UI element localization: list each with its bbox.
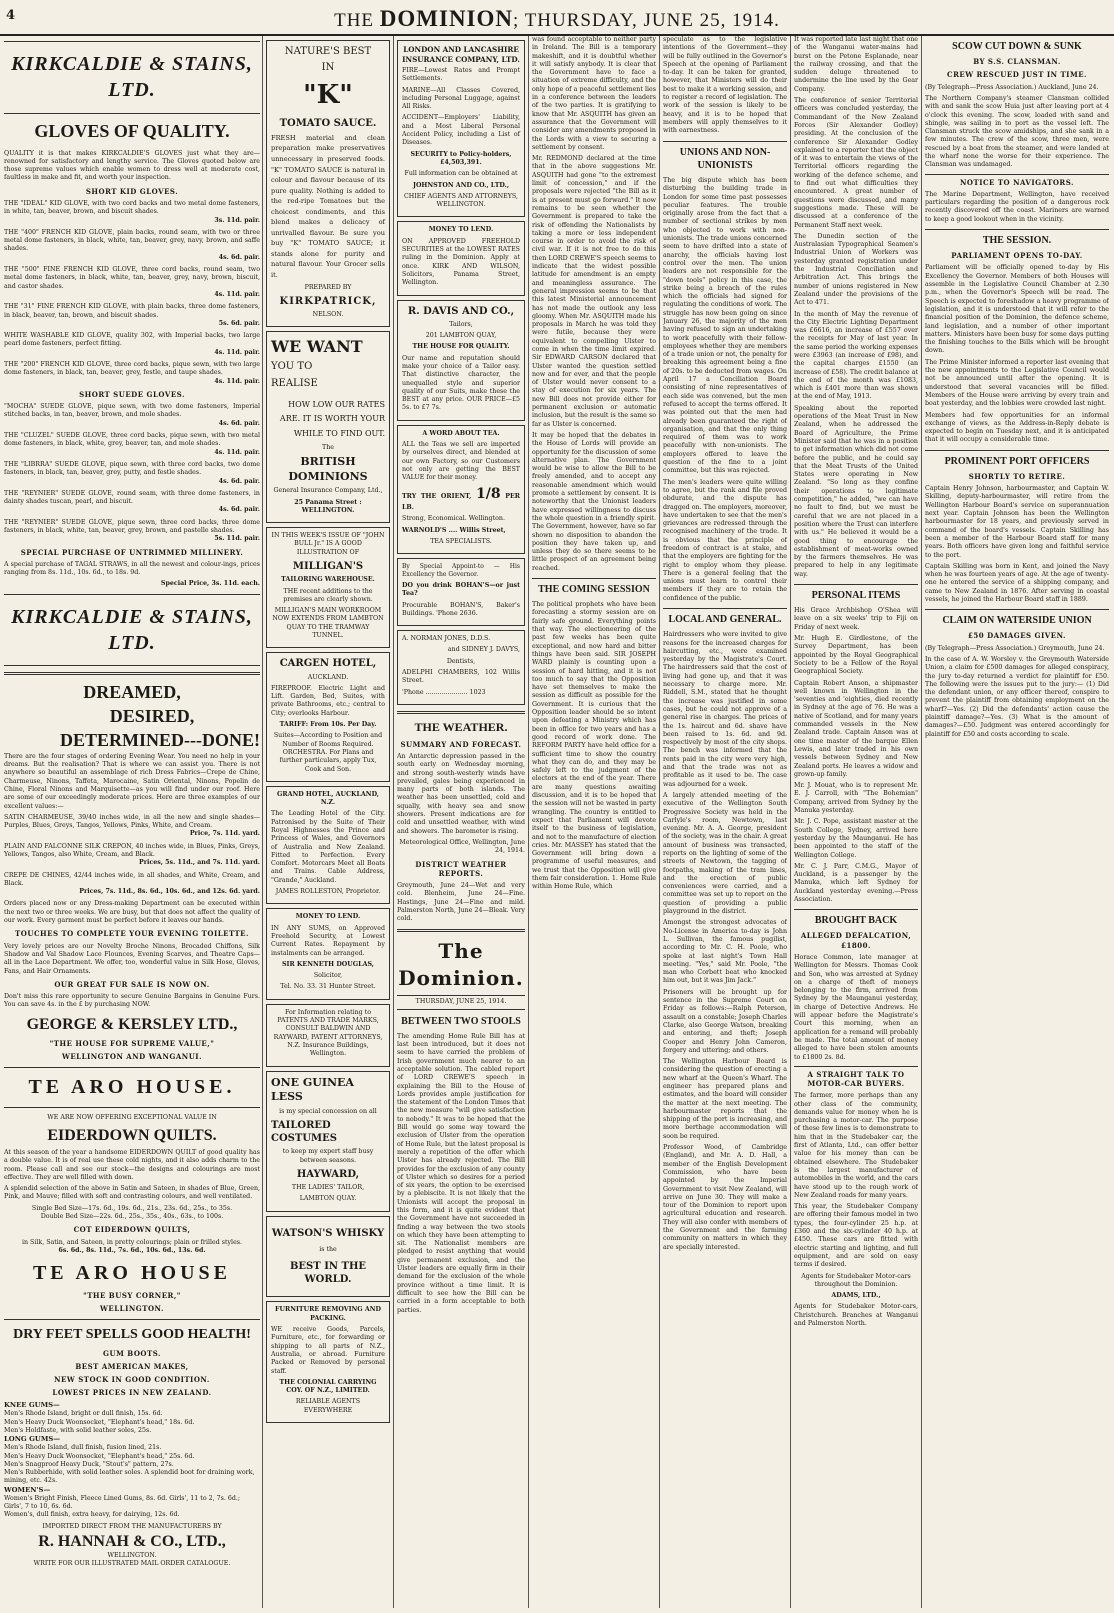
natures-in: IN [321, 62, 335, 74]
glove-item-price: 4s. 6d. pair. [218, 253, 260, 261]
local-heading: LOCAL AND GENERAL. [663, 608, 787, 626]
fabric-item-text: SATIN CHARMEUSE, 39/40 inches wide, in all the new and single shades—Purples, Blues, Greys, Tangos, Yellows, Pinks, White, and Cream. [4, 813, 260, 830]
norman-jones: A. NORMAN JONES, D.D.S. [402, 635, 491, 643]
masthead-title [0, 6, 1114, 32]
column-rule [921, 36, 922, 1608]
touches-text: Very lovely prices are our Novelty Broche Ninons, Brocaded Chiffons, Silk Shadow and Val Shadow Lace Flounces, Evening Scarves, and Theatre Caps—all in the Lace Department. We offer, too, wonderful value in Silk Hose, Gloves, Fans, and Hair Ornaments. [4, 942, 260, 975]
col4-text-a: was found acceptable to neither party in Ireland. The Bill is a temporary makeshift, and it is doubtful whether it will satisfy anybody. It is clear that the Government have to face a situation of extreme difficulty, and the only hope of a peaceful settlement lies in a conference between the leaders of the two parties. It is gratifying to know that Mr. ASQUITH has given an assurance that the Government will consider any amendments proposed in the Lords with a view to securing a settlement by consent. [532, 36, 656, 151]
claim-sub: £50 DAMAGES GIVEN. [968, 631, 1066, 641]
suede-list [4, 403, 260, 543]
dentists-ad [397, 630, 525, 705]
is-the: is the [319, 1245, 337, 1253]
knee-gums-heading: KNEE GUMS— [4, 1401, 60, 1410]
port-officers-heading: PROMINENT PORT OFFICERS [925, 450, 1109, 468]
divider [4, 1319, 260, 1320]
suede-item-text: THE "REYNIER" SUEDE GLOVE, round seam, with three dome fasteners, in dainty shades tuscan, pearl, and biscuit. [4, 489, 260, 506]
davis-house: THE HOUSE FOR QUALITY. [412, 343, 510, 351]
furniture-text: WE receive Goods, Parcels, Furniture, etc., for forwarding or shipping to all parts of N.Z., Australia, or abroad. Furniture Packed or Removed by personal staff. [271, 1326, 385, 1375]
glove-item-price: 4s. 11d. pair. [214, 377, 260, 385]
british-dominions-sub: General Insurance Company, Ltd., [273, 487, 383, 495]
divider [397, 929, 525, 932]
glove-item [4, 200, 260, 225]
suede-item-text: THE "CLUZEL" SUEDE GLOVE, three cord backs, pique sewn, with two metal dome fasteners, in black, white, grey, beaver, tan, and mole shades. [4, 432, 260, 448]
cot-text: in Silk, Satin, and Sateen, in pretty colourings; plain or frilled styles. [21, 1238, 243, 1246]
claim-text: In the case of A. W. Worsley v. the Greymouth Waterside Union, a claim for £500 damages for alleged conspiracy, the jury to-day returned a verdict for plaintiff for £50. The following were the issues put to the jury:— (1) Did the defendant union, or any officer thereof, conspire to prevent the plaintiff from obtaining employment on the wharf?—Yes. (2) Did the defendants' action cause the plaintiff damage?—Yes. (3) What is the amount of damages?—£50. Judgment was entered accordingly for plaintiff for £50 and costs according to scale. [925, 656, 1109, 738]
notice-text: The Marine Department, Wellington, have received particulars regarding the position of a dangerous rock recently discovered off the coast. Mariners are warned to keep a good lookout when in the vicinity. [925, 190, 1109, 223]
security-line: SECURITY to Policy-holders, £4,503,391. [410, 150, 512, 166]
col4-text-b: Mr. REDMOND declared at the time that in the above suggestions Mr. ASQUITH had gone "to the extremest limit of concession," and if the proposals were rejected "the Bill as it is at present must go forward." It now remains to be seen whether the Government is prepared to take the risk of offending the Nationalists by taking a more or less independent course in order to avoid the risk of civil war. If it is not free to do this then LORD CREWE'S speech seems to indicate that the widest possible latitude for amendment is an empty and meaningless assurance. The general impression seems to be that this latest Ministerial announcement has not made the outlook any less gloomy. When Mr. ASQUITH made his proposals in March he was told they were futile, because they were equivalent to compelling Ulster to come in when the time limit expired. Sir EDWARD CARSON declared that Ulster wanted the question settled now and for ever, and that the people of Ulster would never consent to a stay of execution for six years. The new Bill does not provide either for permanent exclusion or automatic inclusion, but the result is the same so far as Ulster is concerned. [532, 155, 656, 428]
orient-addr: Strong, Economical. Wellington. [402, 515, 505, 523]
unions-text: The big dispute which has been disturbing the building trade in London for some time past possesses peculiar features. The trouble originally arose from the fact that a number of sectional strikes by men who objected to work with non-unionists. The trade unions concerned seem to have drifted into a state of anarchy, the officials having lost control over the men. The union leaders are not responsible for the "down tools" policy in this case, the strike being a breach of the rules which the officials had signed for regulating the conditions of work. The struggle has now been going on since January 26, the majority of the men having refused to sign an undertaking to work peacefully with their fellow-employees whether they are members of a trade union or not, the penalty for breaking this agreement being a fine of 20s. to be deducted from wages. On April 17 a Conciliation Board consisting of nine representatives of each side was convened, but the men refused to accept the terms offered. It was pointed out that the men had already been guaranteed the right of organisation, and that the only thing required of them was to work peacefully with non-unionists. The employers offered to leave the question of the fine to a joint committee, but this was rejected. [663, 176, 787, 475]
column-1 [4, 36, 260, 1608]
brought-back-text: Horace Common, late manager at Wellington for Messrs. Thomas Cook and Son, who was arrested at Sydney on a charge of theft of moneys belonging to the firm, arrived from Sydney by the Maunganui yesterday, in charge of Detective Andrews. He will appear before the Magistrate's Court this morning, when an application for a remand will probably be made. The total amount of money alleged to have been stolen amounts to £1800 2s. 8d. [794, 953, 918, 1061]
fabric-item-price: Price, 7s. 11d. yard. [189, 830, 260, 838]
milligan-text: MILLIGAN'S MAIN WORKROOM NOW EXTENDS FROM LAMBTON QUAY TO THE TRAMWAY TUNNEL. [272, 607, 384, 640]
met-office: Meteorological Office, Wellington, June 24, 1914. [399, 838, 525, 855]
suede-item [4, 519, 260, 544]
davis-heading: R. DAVIS AND CO., [407, 305, 515, 317]
single-bed-prices: Single Bed Size—17s. 6d., 19s. 6d., 21s., 23s. 6d., 25s., to 35s. [31, 1204, 233, 1212]
touches-heading: TOUCHES TO COMPLETE YOUR EVENING TOILETTE. [15, 929, 249, 939]
orient-line [402, 485, 520, 512]
money-text-2: ON APPROVED FREEHOLD SECURITIES at the LOWEST RATES ruling in the Dominion. Apply at once. KIRK AND WILSON, Solicitors, Panama Street, Wellington. [402, 237, 520, 287]
fabric-note: Orders placed now or any Dress-making Department can be executed within the next two or three weeks. We are busy, but that does not affect the quality of our work. Every garment must be perfect before it leaves our hands. [4, 900, 260, 925]
long-gums-list [4, 1444, 260, 1485]
how-low: HOW LOW OUR RATES ARE. IT IS WORTH YOUR WHILE TO FIND OUT. [279, 399, 385, 438]
col6-text-c: The Dunedin section of the Australasian Typographical Seamen's Industrial Union of Workers was yesterday granted registration under the Industrial Conciliation and Arbitration Act. This brings the number of unions registered in New Zealand under the provisions of the Act to 471. [794, 232, 918, 307]
kirkpatrick: KIRKPATRICK, [279, 295, 377, 307]
patents-ad [266, 1004, 390, 1067]
column-rule [790, 36, 791, 1608]
port-officers-text-2: Captain Skilling was born in Kent, and joined the Navy when he was fourteen years of age. At the age of twenty-one he entered the service of a shipping company, and came to New Zealand in 1876. After serving in coastal vessels, he joined the Harbour Board staff in 1889. [925, 562, 1109, 603]
patents-text: For Information relating to PATENTS AND TRADE MARKS, CONSULT BALDWIN AND RAYWARD, PATENT ATTORNEYS, N.Z. Insurance Buildings, Wellington. [273, 1008, 383, 1058]
personal-text-3: Captain Robert Anson, a shipmaster well known in Wellington in the 'seventies and 'eighties, died recently in Sydney at the age of 76. He was a native of Scotland, and for many years commanded vessels in the New Zealand trade. Captain Anson was at one time master of the barque Ellen Lewis, and later traded in his own vessels between Sydney and New Zealand ports. He leaves a widow and grown-up family. [794, 679, 918, 778]
fabric-item-text: PLAIN AND FALCONNE SILK CREPON, 40 inches wide, in Blues, Pinks, Greys, Yellows, Tangos, also White, Cream, and Black. [4, 842, 260, 858]
between-heading: BETWEEN TWO STOOLS [401, 1015, 521, 1027]
personal-text-4: Mr. J. Mouat, who is to represent Mr. E. J. Carroll, with "The Bohemian" Company, arrived from Sydney by the Manuka yesterday. [794, 782, 918, 815]
knee-gums-item: Men's Holdfaste, with solid leather soles, 25s. [4, 1427, 152, 1435]
masthead-title-main: DOMINION [379, 6, 514, 31]
special-concession: is my special concession on all [279, 1107, 377, 1115]
suede-item [4, 461, 260, 486]
fabric-list [4, 814, 260, 897]
colonial-carrying: THE COLONIAL CARRYING COY. OF N.Z., LIMITED. [279, 1378, 377, 1395]
district-text: Greymouth, June 24—Wet and very cold. Blenheim, June 24—Fine. Hastings, June 24—Fine and mild. Palmerston North, June 24—Bleak. Very cold. [397, 882, 525, 923]
suede-item-price: 4s. 6d. pair. [218, 506, 260, 514]
between-text: The amending Home Rule Bill has at last been introduced, but it does not seem to have carried the problem of Irish government much nearer to an acceptable solution. The cabled report of LORD CREWE'S speech in explaining the Bill to the House of Lords provides ample justification for the statement of the London Times that the new measure "will give satisfaction to nobody." It was to be hoped that the Bill would go some way toward the exclusion of Ulster from the operation of Home Rule, but the latest proposal is merely a repetition of the offer which Ulster has already rejected. The Bill provides for the exclusion of any county of Ulster which so desires for a period of six years, the option to be exercised by a plebiscite. It is not likely that the Unionists will accept the proposal in this form, and it is quite evident that the Government have not succeeded in finding a way between the two stools on which they have been attempting to sit. The Nationalist members are pledged to resist anything that would give permanent exclusion, and the Ulster leaders are equally firm in their demand for the exclusion of the whole province without a time limit. It is difficult to see how the Bill can be carried in a form acceptable to both parties. [397, 1032, 525, 1314]
port-officers-text: Captain Henry Johnson, harbourmaster, and Captain W. Skilling, deputy-harbourmaster, will retire from the Wellington Harbour Board's service on superannuation next year. Captain Johnson has been the Wellington harbourmaster for 18 years, and previously served in command of the board's vessels. Captain Skilling has been a member of the Harbour Board staff for many years. Both officers have given long and faithful service to the port. [925, 485, 1109, 559]
eiderdown-text: At this season of the year a handsome EIDERDOWN QUILT of good quality has a double value. It is of real use these cold nights, and it also adds charm to the room. Please call and see our stock—the designs and colourings are most effective. They are well filled with down. [4, 1149, 260, 1181]
personal-text-5: Mr. J. C. Pope, assistant master at the South College, Sydney, arrived here yesterday by the Maunganui. He has been appointed to the staff of the Wellington College. [794, 818, 918, 859]
money-lend-ad-2 [397, 221, 525, 295]
brought-back-heading: BROUGHT BACK [794, 909, 918, 927]
kenneth-douglas: SIR KENNETH DOUGLAS, [282, 960, 374, 968]
special-purchase-price: Special Price, 3s. 11d. each. [160, 580, 260, 588]
weather-heading: THE WEATHER. [414, 719, 508, 734]
long-gums-heading: LONG GUMS— [4, 1435, 61, 1444]
coming-session-heading: THE COMING SESSION [532, 578, 656, 596]
cargen-tariff: TARIFF: From 10s. Per Day. [279, 721, 377, 729]
suede-item-text: THE "REYNIER" SUEDE GLOVE, pique sewn, three cord backs, three dome fasteners, in black, white, tan, beaver, grey, brown, and pastelle shades. [4, 518, 260, 534]
tomato-text: FRESH material and clean preparation make preservatives unnecessary in preserved foods. "K" TOMATO SAUCE is natural in colour and flavour because of its pure quality. Nothing is added to the red-ripe Tomatoes but the choicest condiments, and this blend makes a delicacy of unrivalled flavour. Be sure you buy "K" TOMATO SAUCE; it stands alone for purity and natural flavour. Your Grocer sells it. [271, 133, 385, 279]
kirkcaldie-title: KIRKCALDIE & STAINS, LTD. [11, 53, 253, 102]
grand-text: The Leading Hotel of the City. Patronised by the Suite of Their Royal Highnesses the Prince and Princess of Wales, and Governors of Australia and New Zealand. Fitted to Perfection. Every Comfort. Motorcars Meet all Boats and Trains. Cable Address, "Grande," Auckland. [271, 810, 385, 884]
divider [4, 1107, 260, 1108]
special-purchase-heading: SPECIAL PURCHASE OF UNTRIMMED MILLINERY. [20, 547, 244, 557]
natures-best: NATURE'S BEST [284, 46, 372, 57]
money-lend-ad [266, 908, 390, 999]
money-heading-2: MONEY TO LEND. [428, 226, 494, 234]
fabric-item [4, 814, 260, 839]
personal-text-2: Mr. Hugh E. Girdlestone, of the Survey Department, has been appointed by the Royal Geographical Society to be a Fellow of the Royal Geographical Society. [794, 635, 918, 676]
prepared-by: PREPARED BY [304, 283, 352, 291]
dry-feet-heading: DRY FEET SPELLS GOOD HEALTH! [13, 1327, 251, 1343]
k-tomato-ad [266, 40, 390, 327]
suede-item-price: 4s. 11d. pair. [214, 448, 260, 456]
divider [397, 711, 525, 714]
column-rule [528, 36, 529, 1608]
davis-sub: Tailors, [449, 320, 473, 328]
cargen-heading: CARGEN HOTEL, [279, 658, 377, 670]
bohans-ad [397, 558, 525, 626]
long-gums-item: Men's Snagproof Heavy Duck, "Stout's" pattern, 27s. [4, 1460, 174, 1468]
gloves-intro: QUALITY it is that makes KIRKCALDIE'S GLOVES just what they are—renowned for satisfactory and lengthy service. The Gloves quoted below are those supreme values which enable women to dress well at moderate cost, faultless in make and fit, and worth your inspection. [4, 149, 260, 182]
straight-talk-text-2: This year, the Studebaker Company are offering their famous model in two types, the four-cylinder 25 h.p. at £360 and the six-cylinder 40 h.p. at £450. These cars are fitted with electric starting and lighting, and full equipment, and are sold on easy terms if desired. [794, 1203, 918, 1269]
chief-agents: CHIEF AGENTS AND ATTORNEYS, WELLINGTON. [403, 192, 519, 209]
glove-item-text: THE "IDEAL" KID GLOVE, with two cord backs and two metal dome fasteners, in white, tan, beaver, brown, and biscuit shades. [4, 199, 260, 216]
local-text-5: The Wellington Harbour Board is considering the question of erecting a new wharf at the Queen's Wharf. The engineer has prepared plans and estimates, and the board will consider the matter at the next meeting. The harbourmaster reports that the shipping of the port is increasing, and more berthage accommodation will soon be required. [663, 1058, 787, 1140]
col6-text-a: It was reported late last night that one of the Wanganui water-mains had burst on the Petone Esplanade, near the railway crossing, and that the sudden deluge threatened to undermine the line used by the Gear Company. [794, 36, 918, 93]
adelphi: ADELPHI CHAMBERS, 102 Willis Street. [402, 669, 520, 685]
parliament-heading: PARLIAMENT OPENS TO-DAY. [951, 251, 1083, 261]
davis-addr: 201 LAMBTON QUAY, [425, 332, 497, 340]
womens-list [4, 1495, 260, 1520]
fur-sale-heading: OUR GREAT FUR SALE IS NOW ON. [54, 979, 210, 989]
kirkcaldie-title-2: KIRKCALDIE & STAINS, LTD. [11, 605, 253, 655]
col4-text-c: It may be hoped that the debates in the House of Lords will provide an opportunity for the discussion of some alternative plan. The Government would be wise to allow the Bill to be freely amended, and to accept any reasonable amendment which would promote a settlement by consent. It is noteworthy that the Unionist leaders have expressed willingness to discuss the whole question in a friendly spirit. The Government, however, have so far shown no disposition to abandon the position they have taken up, and unless they do so there seems to be little prospect of an agreement being reached. [532, 431, 656, 572]
suede-item [4, 432, 260, 457]
gloves-heading: GLOVES OF QUALITY. [34, 120, 230, 141]
kenneth-addr: Tel. No. 33. 31 Hunter Street. [280, 983, 376, 991]
we-want-ad [266, 331, 390, 523]
tea-ad [397, 425, 525, 554]
johnston: JOHNSTON AND CO., LTD., [412, 181, 510, 189]
kenneth-sub: Solicitor, [313, 972, 343, 980]
cot-prices: 6s. 6d., 8s. 11d., 7s. 6d., 10s. 6d., 13s. 6d. [58, 1246, 206, 1254]
divider [4, 672, 260, 675]
realise: REALISE [271, 377, 318, 389]
personal-text: His Grace Archbishop O'Shea will leave on a six weeks' trip to Fiji on Friday of next week. [794, 607, 918, 631]
straight-talk-heading: A STRAIGHT TALK TO MOTOR-CAR BUYERS. [794, 1066, 918, 1088]
scow-sub: BY S.S. CLANSMAN. [973, 57, 1061, 67]
british-dominions: BRITISH DOMINIONS [288, 455, 368, 483]
brought-back-sub: ALLEGED DEFALCATION, £1800. [800, 931, 912, 950]
masthead [0, 0, 1114, 36]
short-suede-heading: SHORT SUEDE GLOVES. [79, 389, 185, 399]
col6-text-b: The conference of senior Territorial officers was concluded yesterday, the Commandant of the New Zealand Forces (Sir Alexander Godley) presiding. At the conclusion of the conference Sir Alexander Godley explained to a reporter that the object of it was to entertain the views of the Territorial officers regarding the working of the defence scheme, and to find out what difficulties they encountered. A great number of questions were discussed, and many suggestions made. These will be discussed at a conference of the Permanent Staff next week. [794, 97, 918, 229]
dominion-logo: The Dominion. [398, 939, 524, 990]
nelson: NELSON. [312, 311, 344, 319]
dreamed-heading-3: DETERMINED---DONE! [60, 729, 260, 750]
te-aro-offer: WE ARE NOW OFFERING EXCEPTIONAL VALUE IN [47, 1113, 217, 1121]
cargen-text: FIREPROOF. Electric Light and Lift. Garden, Bed, Suites, with private Bathrooms, etc.; central to City; overlooks Harbour. [271, 684, 385, 717]
fire-line: FIRE—Lowest Rates and Prompt Settlements. [402, 67, 520, 83]
tailored-costumes: TAILORED COSTUMES [271, 1119, 337, 1145]
watsons-whisky: WATSON'S WHISKY [271, 1227, 385, 1239]
glove-item-price: 3s. 11d. pair. [214, 216, 260, 224]
hannah-heading: R. HANNAH & CO., LTD., [38, 1532, 226, 1550]
one-guinea-less: ONE GUINEA LESS [271, 1075, 354, 1104]
london-lancashire-ad [397, 40, 525, 217]
unions-text-2: The men's leaders were quite willing to agree, but the rank and file proved obdurate, and the dispute has dragged on. The employers, moreover, have undertaken to see that the men's grievances are redressed through the recognised machinery of the trade. It is obvious that the principle of freedom of contract is at stake, and that the employers are fighting for the right to employ whom they please. There is a general feeling that the unions must learn to control their members if they are to retain the confidence of the public. [663, 478, 787, 602]
session-heading: THE SESSION. [925, 229, 1109, 247]
page-number: 4 [6, 8, 16, 23]
grand-hotel-ad [266, 786, 390, 905]
suede-item [4, 490, 260, 515]
masthead-title-pre: THE [334, 10, 380, 31]
busy-corner-loc: WELLINGTON. [100, 1303, 164, 1313]
davis-text: Our name and reputation should make your choice of a Tailor easy. That distinctive character, the unequalled style and superior quality of our Suits, make these the BEST at any price. OUR PRICE—£5 5s. to £7 7s. [402, 354, 520, 412]
womens-item: Women's Bright Finish, Fleece Lined Gums, 8s. 6d. Girls', 11 to 2, 7s. 6d.; Girls', 7 to 10, 6s. 6d. [4, 1494, 241, 1511]
grand-heading: GRAND HOTEL, AUCKLAND, N.Z. [277, 790, 379, 807]
best-in-world: BEST IN THE WORLD. [289, 1261, 367, 1286]
cot-heading: COT EIDERDOWN QUILTS, [73, 1225, 191, 1235]
lowest-prices: LOWEST PRICES IN NEW ZEALAND. [52, 1388, 212, 1398]
fabric-item [4, 843, 260, 868]
crew-byline: (By Telegraph—Press Association.) Auckland, June 24. [925, 83, 1099, 91]
glove-list [4, 200, 260, 386]
column-rule [393, 36, 394, 1608]
personal-heading: PERSONAL ITEMS [794, 584, 918, 602]
col6-text-e: Speaking about the reported operations of the Meat Trust in New Zealand, when he addressed the Board of Agriculture, the Prime Minister said that he was in a position to get information which did not come before the public, and he could say that the Meat Trusts of the United States were operating in New Zealand. "So long as they confine their operations to legitimate competition," he added, "we can have no fault to find, but we must be careful that we are not placed in a position where the Trust can interfere with us." He believed it would be a good thing to encourage the establishment of meat-works owned by the farmers themselves. He was prepared to help in any legitimate way. [794, 404, 918, 578]
dentists: Dentists, [446, 657, 476, 665]
john-bull: IN THIS WEEK'S ISSUE OF "JOHN BULL Jr." IS A GOOD ILLUSTRATION OF [271, 532, 385, 556]
glove-item [4, 361, 260, 386]
best-american: BEST AMERICAN MAKES, [75, 1361, 189, 1371]
fur-sale-text: Don't miss this rare opportunity to secure Genuine Bargains in Genuine Furs. You can save 4s. in the £ by purchasing NOW. [4, 993, 260, 1009]
george-kersley-sub: "THE HOUSE FOR SUPREME VALUE," [49, 1038, 215, 1048]
column-4 [532, 36, 656, 1608]
port-officers-sub: SHORTLY TO RETIRE. [968, 471, 1066, 481]
local-text-3: Amongst the strongest advocates of No-License in America to-day is John L. Sullivan, the famous pugilist, according to Mr. C. H. Poole, who spoke at last night's Town Hall meeting. "Yes," said Mr. Poole, "the man who Corbett beat who knocked him out, but it was Jim Jack." [663, 919, 787, 985]
agents-line: Agents for Studebaker Motor-cars throughout the Dominion. [801, 1272, 911, 1288]
suede-item-price: 4s. 6d. pair. [218, 419, 260, 427]
orient-text: TRY THE ORIENT, [402, 493, 472, 501]
special-purchase-text: A special purchase of TAGAL STRAWS, in all the newest and colour-ings, prices ranging from 8s. 11d., 10s. 6d., to 18s. 9d. [4, 560, 260, 577]
new-stock: NEW STOCK IN GOOD CONDITION. [54, 1375, 210, 1384]
local-text-2: A largely attended meeting of the executive of the Wellington South Progressive Society was held in the Carlyle's room, Newtown, last evening. Mr. A. A. George, president of the society, was in the chair. A great amount of business was transacted, reports on the lighting of some of the streets of Newtown, the tagging of footpaths, making of the tram lines, and the erection of public conveniences were carried, and a committee was set up to report on the question of providing a public playground in the district. [663, 791, 787, 916]
money-text: IN ANY SUMS, on Approved Freehold Security, at Lowest Current Rates. Repayment by instalments can be arranged. [271, 924, 385, 957]
furniture-ad [266, 1301, 390, 1423]
glove-item [4, 303, 260, 328]
k-brand: "K" [303, 80, 353, 111]
divider [4, 1067, 260, 1068]
glove-item-price: 4s. 11d. pair. [214, 290, 260, 298]
fabric-item-price: Prices, 5s. 11d., and 7s. 11d. yard. [138, 859, 260, 867]
cargen-text-2: Suites—According to Position and Number of Rooms Required. ORCHESTRA. For Plans and further particulars, apply Tux, Cook and Son. [273, 732, 383, 773]
scow-heading: SCOW CUT DOWN & SUNK [952, 41, 1082, 52]
watsons-ad [266, 1216, 390, 1298]
district-heading: DISTRICT WEATHER REPORTS. [415, 859, 507, 878]
warnolds: WARNOLD'S .... Willis Street, [402, 526, 506, 534]
column-2 [266, 36, 390, 1608]
womens-heading: WOMEN'S— [4, 1485, 51, 1494]
george-kersley-heading: GEORGE & KERSLEY LTD., [26, 1015, 238, 1033]
column-6 [794, 36, 918, 1608]
ladies-tailor: THE LADIES' TAILOR, [291, 1184, 365, 1191]
te-aro-heading-2: TE ARO HOUSE [32, 1262, 232, 1285]
eiderdown-text-2: A splendid selection of the above in Satin and Sateen, in shades of Blue, Green, Pink, and Mauve; filled with soft and contrasting colours, and well ventilated. [4, 1185, 260, 1201]
local-text-4: Prisoners will be brought up for sentence in the Supreme Court on Friday as follows:—Ralph Peterson, assault on a constable; Joseph Charles Clarke, also George Watson, breaking and entering, and theft; Joseph Cooper and Henry John Cameron, forgery and uttering; and others. [663, 988, 787, 1054]
personal-text-6: Mr. C. J. Parr, C.M.G., Mayor of Auckland, is a passenger by the Manuka, which left Sydney for Auckland yesterday evening.—Press Association. [794, 862, 918, 903]
claim-byline: (By Telegraph—Press Association.) Greymouth, June 24. [925, 644, 1105, 652]
eiderdown-heading: EIDERDOWN QUILTS. [47, 1126, 217, 1144]
column-7 [925, 36, 1109, 1608]
london-heading: LONDON AND LANCASHIRE INSURANCE COMPANY, LTD. [402, 45, 520, 64]
full-info: Full information can be obtained at [404, 170, 518, 178]
tea-specialists: TEA SPECIALISTS. [430, 537, 492, 545]
date-line: THURSDAY, JUNE 25, 1914. [397, 995, 525, 1009]
milligans-ad [266, 527, 390, 648]
long-gums-item: Men's Rubberhide, with solid leather soles. A splendid boot for draining work, mining, etc. 42s. [4, 1469, 255, 1485]
glove-item-text: THE "200" FRENCH KID GLOVE, three cord backs, pique sewn, with two large dome fasteners, in black, tan, beaver, grey, festle, and taupe shades. [4, 361, 260, 377]
kirkcaldie-header [4, 41, 260, 114]
cargen-loc: AUCKLAND. [307, 673, 349, 681]
column-5 [663, 36, 787, 1608]
suede-item-price: 5s. 11d. pair. [214, 535, 260, 543]
money-heading: MONEY TO LEND. [295, 913, 361, 921]
you-to: YOU TO [271, 361, 313, 373]
suede-item-price: 4s. 6d. pair. [218, 477, 260, 485]
tea-heading: A WORD ABOUT TEA. [422, 429, 500, 437]
grand-proprietor: JAMES ROLLESTON, Proprietor. [275, 888, 381, 896]
sidney-davys: and SIDNEY J. DAVYS, [447, 646, 520, 654]
orient-price: 1/8 [475, 486, 501, 503]
local-text: Hairdressers who were invited to give reasons for the increased charges for haircutting, etc., were examined yesterday by the Magistrate's Court. The hairdressers said that the cost of living had gone up, and that it was necessary to charge more. Mr. Riddell, S.M., stated that he thought the increase was justified in some cases, but he could not approve of a general rise in charges. The prices of the 1s. haircut and 6d. shave have been raised to 1s. 6d. and 9d. respectively by most of the city shops. The bench was informed that the rents paid in the city were very high, and that the trade was not as profitable as it used to be. The case was adjourned for a week. [663, 631, 787, 788]
imported-line: IMPORTED DIRECT FROM THE MANUFACTURERS BY [42, 1522, 222, 1530]
claim-heading: CLAIM ON WATERSIDE UNION [925, 609, 1109, 627]
fabric-item [4, 872, 260, 897]
hayward-ad [266, 1071, 390, 1212]
hannah-footer: WRITE FOR OUR ILLUSTRATED MAIL ORDER CATALOGUE. [33, 1560, 231, 1568]
milligans: MILLIGAN'S [292, 561, 364, 573]
dreamed-heading-1: DREAMED, [83, 682, 181, 703]
col5-text-a: speculate as to the legislative intentions of the Government—they will be fully outlined in the Governor's Speech at the opening of Parliament to-day. It can be taken for granted, however, that Ministers will do their best to make it a working session, and to register a record of legislation. The work of the session is likely to be heavy, and it is to be hoped that members will apply themselves to it with earnestness. [663, 36, 787, 135]
kirkcaldie-footer [4, 594, 260, 667]
knee-gums-list [4, 1410, 260, 1435]
session-text-2: The Prime Minister informed a reporter last evening that the new appointments to the Legislative Council would not be announced until after the opening. It is understood that several vacancies will be filled. Members of the House were arriving by every train and boat yesterday, and the lobbies were crowded last night. [925, 358, 1109, 408]
glove-item-text: THE "400" FRENCH KID GLOVE, plain backs, round seam, with two or three metal dome fasteners, in black, white, tan, beaver, grey, navy, brown, and saffe shades. [4, 228, 260, 253]
column-rule [659, 36, 660, 1608]
glove-item-text: WHITE WASHABLE KID GLOVE, quality 302, with Imperial backs, two large pearl dome fasteners, perfect fitting. [4, 332, 260, 348]
special-appointment: By Special Appoint-to — His Excellency the Governor. [402, 563, 520, 579]
accident-line: ACCIDENT—Employers' Liability, and a Most Liberal Personal Accident Policy, including a List of Diseases. [402, 114, 520, 147]
phone: 'Phone ..................... 1023 [402, 688, 486, 696]
davis-ad [397, 300, 525, 421]
dreamed-heading-2: DESIRED, [109, 706, 195, 727]
tomato-sauce: TOMATO SAUCE. [279, 117, 377, 129]
orient-per: PER LB. [402, 493, 520, 511]
womens-item: Women's, dull finish, extra heavy, for dairying, 12s. 6d. [4, 1511, 180, 1519]
fabric-item-price: Prices, 7s. 11d., 8s. 6d., 10s. 6d., and 12s. 6d. yard. [79, 888, 260, 896]
hannah-loc: WELLINGTON. [107, 1552, 157, 1560]
unions-heading: UNIONS AND NON-UNIONISTS [663, 141, 787, 172]
suede-item [4, 403, 260, 428]
recent-additions: THE recent additions to the premises are clearly shown. [283, 587, 373, 603]
col6-text-d: In the month of May the revenue of the City Electric Lighting Department was £6616, an increase of £557 over the receipts for May of last year. In the same period the working expenses were £3963 (an increase of £98), and the capital charges £1550 (an increase of £58). The credit balance at the end of the month was £1083, which is £401 more than was shown at the end of May, 1913. [794, 310, 918, 401]
suede-item-text: THE "LIBRRA" SUEDE GLOVE, pique sewn, with three cord backs, two dome fasteners, in black, tan, beaver, grey, putty, and festle shades. [4, 460, 260, 477]
short-kid-heading: SHORT KID GLOVES. [85, 186, 179, 196]
lambton-quay: LAMBTON QUAY. [299, 1195, 357, 1203]
glove-item [4, 332, 260, 357]
the-word: The [322, 443, 334, 451]
double-bed-prices: Double Bed Size—22s. 6d., 25s., 35s., 40s., 63s., to 100s. [40, 1213, 224, 1221]
furniture-heading: FURNITURE REMOVING AND PACKING. [275, 1306, 381, 1322]
knee-gums-item: Men's Heavy Duck Woonsocket, "Elephant's head," 18s. 6d. [4, 1418, 195, 1426]
local-text-6: Professor Wood, of Cambridge (England), and Mr. A. D. Hall, a member of the English Development Commission, who have been appointed by the Imperial Government to visit New Zealand, will arrive on June 30. They will make a tour of the Dominion to report upon agricultural education and research. They will also confer with members of the Government and the farming community on matters in which they are specially interested. [663, 1144, 787, 1251]
colonial-footer: RELIABLE AGENTS EVERYWHERE [295, 1398, 361, 1414]
fabric-item-text: CREPE DE CHINES, 42/44 inches wide, in all shades, and White, Cream, and Black. [4, 871, 260, 887]
column-3 [397, 36, 525, 1608]
dreamed-text: There are the four stages of ordering Evening Wear. You need no help in your dreams. But the realisation? That is where we can assist you. There is not anywhere so beautiful an assemblage of rich Dress Fabrics—Crepe de Chine, Charmeuse, Ninons, Taffeta, Marocaine, Satin Oriental, Ninons, Popelin de Chine, Floral Ninons and Marquisette—as you will find under our roof. Here are some of our exceedingly moderate prices. Here are three examples of our excellent values:— [4, 752, 260, 810]
glove-item [4, 229, 260, 262]
bohans-heading: DO you drink BOHAN'S—or just Tea? [402, 581, 520, 598]
special-appt-text: By Special Appoint-to [402, 563, 484, 571]
adams-heading: ADAMS, LTD., [831, 1292, 881, 1300]
te-aro-heading: TE ARO HOUSE. [28, 1076, 236, 1099]
adams-text: Agents for Studebaker Motor-cars, Christchurch. Branches at Wanganui and Palmerston North. [794, 1303, 918, 1327]
crew-heading: CREW RESCUED JUST IN TIME. [947, 70, 1087, 80]
knee-gums-item: Men's Rhode Island, bright or dull finish, 15s. 6d. [4, 1410, 163, 1418]
glove-item-text: THE "31" FINE FRENCH KID GLOVE, with plain backs, three dome fasteners, in black, beaver, tan, brown, and biscuit shades. [4, 303, 260, 319]
session-text-3: Members had few opportunities for an informal exchange of views, as the Address-in-Reply debate is expected to begin on Tuesday next, and it is anticipated that it will occupy a considerable time. [925, 411, 1109, 444]
we-want: WE WANT [271, 337, 363, 357]
masthead-title-post: ; THURSDAY, JUNE 25, 1914. [513, 10, 780, 31]
his-excellency: His Excellency the Governor. [402, 563, 520, 579]
long-gums-item: Men's Heavy Duck Woonsocket, "Elephant's head," 25s. 6d. [4, 1452, 195, 1460]
gum-boots: GUM BOOTS. [103, 1348, 161, 1358]
glove-item-price: 4s. 11d. pair. [214, 348, 260, 356]
forecast-heading: SUMMARY AND FORECAST. [400, 739, 522, 749]
glove-item-price: 5s. 6d. pair. [218, 319, 260, 327]
bohans-sub: Procurable BOHAN'S, Baker's Buildings. 'Phone 2636. [402, 601, 520, 617]
marine-line: MARINE—All Classes Covered, including Personal Luggage, against All Risks. [402, 86, 520, 111]
glove-item-text: THE "500" FINE FRENCH KID GLOVE, three cord backs, round seam, two metal dome fasteners, in black, white, tan, beaver, grey, navy, brown, biscuit, and castor shades. [4, 266, 260, 290]
tailoring-warehouse: TAILORING WAREHOUSE. [281, 576, 375, 584]
hayward-text: to keep my expert staff busy between seasons. [282, 1148, 374, 1164]
busy-corner: "THE BUSY CORNER," [83, 1290, 181, 1300]
session-text: Parliament will be officially opened to-day by His Excellency the Governor. Members of both Houses will assemble in the Legislative Council Chamber at 2.30 p.m., when the Governor's Speech will be read. The Speech is expected to foreshadow a heavy programme of legislation, and it is understood that it will refer to the financial position of the Dominion, the defence scheme, land legislation, and a number of other important matters. Ministers have been busy for some days putting the finishing touches to the Bills which will be brought down. [925, 264, 1109, 355]
suede-item-text: "MOCHA" SUEDE GLOVE, pique sewn, with two dome fasteners, Imperial stitched backs, in tan, beaver, brown, and mole shades. [4, 403, 260, 419]
notice-heading: NOTICE TO NAVIGATORS. [925, 174, 1109, 187]
cargen-ad [266, 652, 390, 781]
george-kersley-loc: WELLINGTON AND WANGANUI. [61, 1051, 203, 1061]
weather-text: An Antarctic depression passed in the south early on Wednesday morning, and strong south-westerly winds have prevailed, gales being experienced in many parts of both islands. The weather has been unsettled, cold and squally, with heavy sea and snow showers. Present indications are for cold and unsettled weather, with wind and showers. The barometer is rising. [397, 752, 525, 835]
tea-text: ALL the Teas we sell are imported by ourselves direct, and blended at our own Factory, so our Customers not only are getting the BEST VALUE for their money. [402, 440, 520, 482]
straight-talk-text: The farmer, more perhaps than any other class of the community, demands value for money when he is purchasing a motor-car. The purpose of these few lines is to demonstrate to him that in the Studebaker car, the first of Atlanta, Ltd., can offer better value for his money than can be obtained elsewhere. The Studebaker is the largest manufacturer of automobiles in the world, and the cars have stood up to the rough work of New Zealand roads for many years. [794, 1092, 918, 1199]
british-dominions-addr: 25 Panama Street : WELLINGTON. [294, 498, 362, 514]
crew-text: The Northern Company's steamer Clansman collided with and sank the scow Huia just after leaving port at 4 o'clock this evening. The scow, loaded with sand and shingle, was sailing in to port as the vessel left. The Clansman struck the scow amidships, and she sank in a few minutes. The crew of the scow, three men, were rescued by a boat from the steamer, and were landed at the wharf none the worse for their experience. The Clansman was undamaged. [925, 94, 1109, 169]
coming-session-text: The political prophets who have been forecasting a stormy session are on fairly safe ground. Everything points that way. The electioneering of the past few weeks has been quite exceptional, and now hard and bitter things have been said. SIR JOSEPH WARD plainly is counting upon a session of hard hitting, and it is not too much to say that the Opposition have set themselves to make the session as difficult as possible for the Government. It is curious that the Opposition leader should be so intent upon defeating a Ministry which has been in office for two years and has a good record of work done. The REFORM PARTY have held office for a sufficient time to show the country what they can do, and they may be safely left to the judgment of the electors at the end of the year. There are many questions awaiting discussion, and it is to be hoped that the session will not be wasted in party wrangling. The country is entitled to expect that Parliament will devote itself to the business of legislation, and not to the manufacture of election cries. Mr. MASSEY has stated that the Government will bring down a programme of useful measures, and we trust that the Opposition will give them fair consideration. 1. Home Rule within Home Rule, which [532, 601, 656, 891]
hayward: HAYWARD, [296, 1168, 360, 1180]
column-rule [262, 36, 263, 1608]
glove-item [4, 266, 260, 299]
long-gums-item: Men's Rhode Island, dull finish, fusion lined, 21s. [4, 1444, 162, 1452]
